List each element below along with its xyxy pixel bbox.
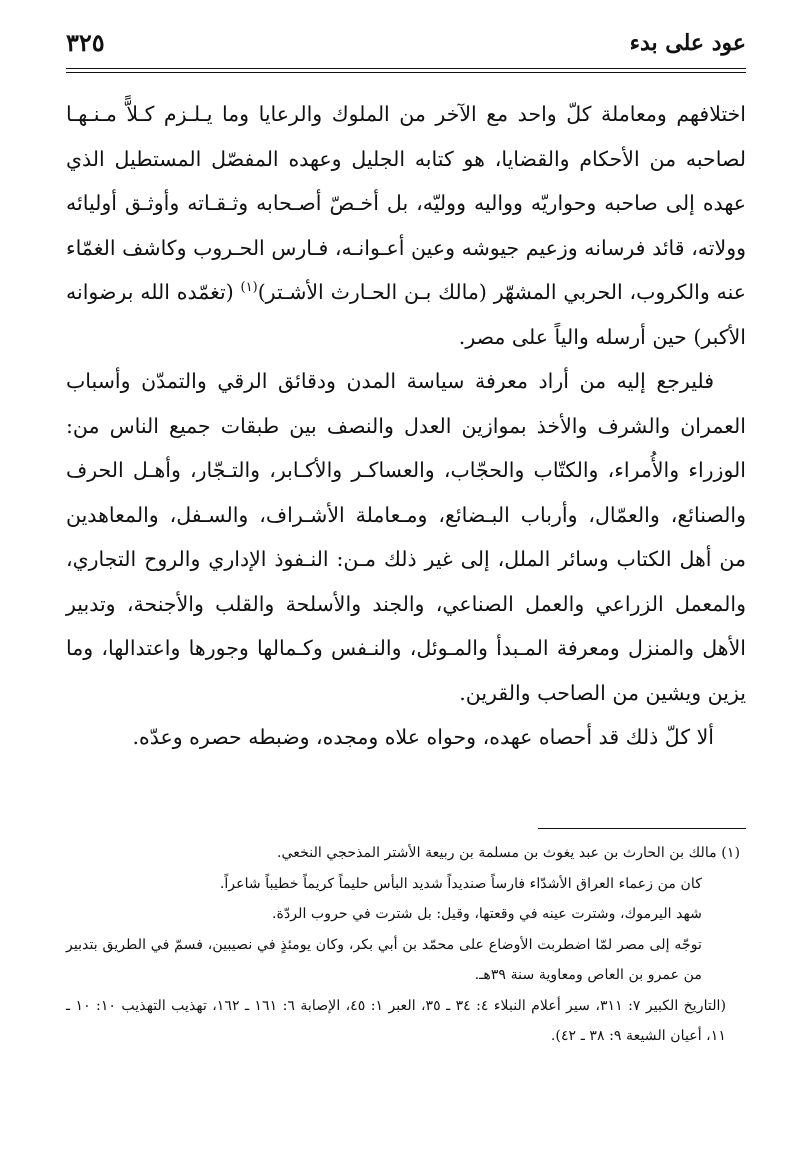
paragraph-2: فليرجع إليه من أراد معرفة سياسة المدن ودقائق الرقي والتمدّن وأسباب العمران والشرف والأخذ بموازين العدل والنصف بين طبقات جميع الناس من: الوزراء والأُمراء، والكتّاب والحجّاب، والعساكـر والأكـابر، والتـجّار، وأهـل الحرف والصنائع، والعمّال، وأرباب البـضائع، ومـعاملة الأشـراف، والسـفل، والمعاهدين من أهل الكتاب وسائر الملل، إلى غير ذلك مـن: النـفوذ الإداري والروح التجاري، والمعمل الزراعي والعمل الصناعي، والجند والأسلحة والقلب والأجنحة، وتدبير الأهل والمنزل ومعرفة المـبدأ والمـوئل، والنـفس وكـمالها وجورها واعتدالها، وما يزين ويشين من الصاحب والقرين.: [66, 369, 746, 705]
page-header: [66, 28, 746, 68]
paragraph-3: ألا كلّ ذلك قد أحصاه عهده، وحواه علاه ومجده، وضبطه حصره وعدّه.: [132, 725, 714, 749]
footnote-1-line-1: [66, 838, 740, 869]
footnote-1-text: مالك بن الحارث بن عبد يغوث بن مسلمة بن ربيعة الأشتر المذحجي النخعي.: [276, 845, 717, 861]
footnotes: [66, 838, 740, 1052]
paragraph-1-text: اختلافهم ومعاملة كلّ واحد مع الآخر من الملوك والرعايا وما يـلـزم كـلاًّ مـنـهـا لصاحبه من الأحكام والقضايا، هو كتابه الجليل وعهده المفصّل المستطيل الذي عهده إلى صاحبه وحواريّه وواليه ووليّه، بل أخـصّ أصـحابه وثـقـاته وأوثـق أوليائه وولاته، قائد فرسانه وزعيم جيوشه وعين أعـوانـه، فـارس الحـروب وكاشف الغمّاء عنه والكروب، الحربي المشهّر (مالك بـن الحـارث الأشـتر): [66, 102, 747, 304]
footnote-1-line-2: كان من زعماء العراق الأشدّاء فارساً صنديداً شديد البأس حليماً كريماً خطيباً شاعراً.: [219, 875, 702, 892]
paragraph-1: [66, 92, 746, 359]
footnote-1-line-4: توجّه إلى مصر لمّا اضطربت الأوضاع على محمّد بن أبي بكر، وكان يومئذٍ في نصيبين، فسمّ في الطريق بتدبير من عمرو بن العاص ومعاوية سنة ٣٩هـ.: [66, 936, 702, 983]
footnote-reference: (١): [240, 280, 258, 296]
page-number: ٣٢٥: [66, 28, 105, 57]
header-rule-secondary: [66, 72, 746, 73]
footnote-marker: (١): [721, 845, 740, 861]
footnote-1-line-3: شهد اليرموك، وشترت عينه في وقعتها، وقيل: بل شترت في حروب الردّة.: [272, 906, 702, 922]
paragraph-1-tail: (تغمّده الله برضوانه الأكبر) حين أرسله والياً على مصر.: [66, 280, 746, 349]
footnote-separator: [538, 828, 746, 829]
running-title: عود على بدء: [629, 30, 746, 56]
main-text: [66, 92, 746, 760]
footnote-1-sources: (التاريخ الكبير ٧: ٣١١، سير أعلام النبلاء ٤: ٣٤ ـ ٣٥، العبر ١: ٤٥، الإصابة ٦: ١٦١ ـ ١٦٢، تهذيب التهذيب ١٠: ١٠ ـ ١١، أعيان الشيعة ٩: ٣٨ ـ ٤٢).: [66, 997, 726, 1044]
header-rule: [66, 68, 746, 69]
